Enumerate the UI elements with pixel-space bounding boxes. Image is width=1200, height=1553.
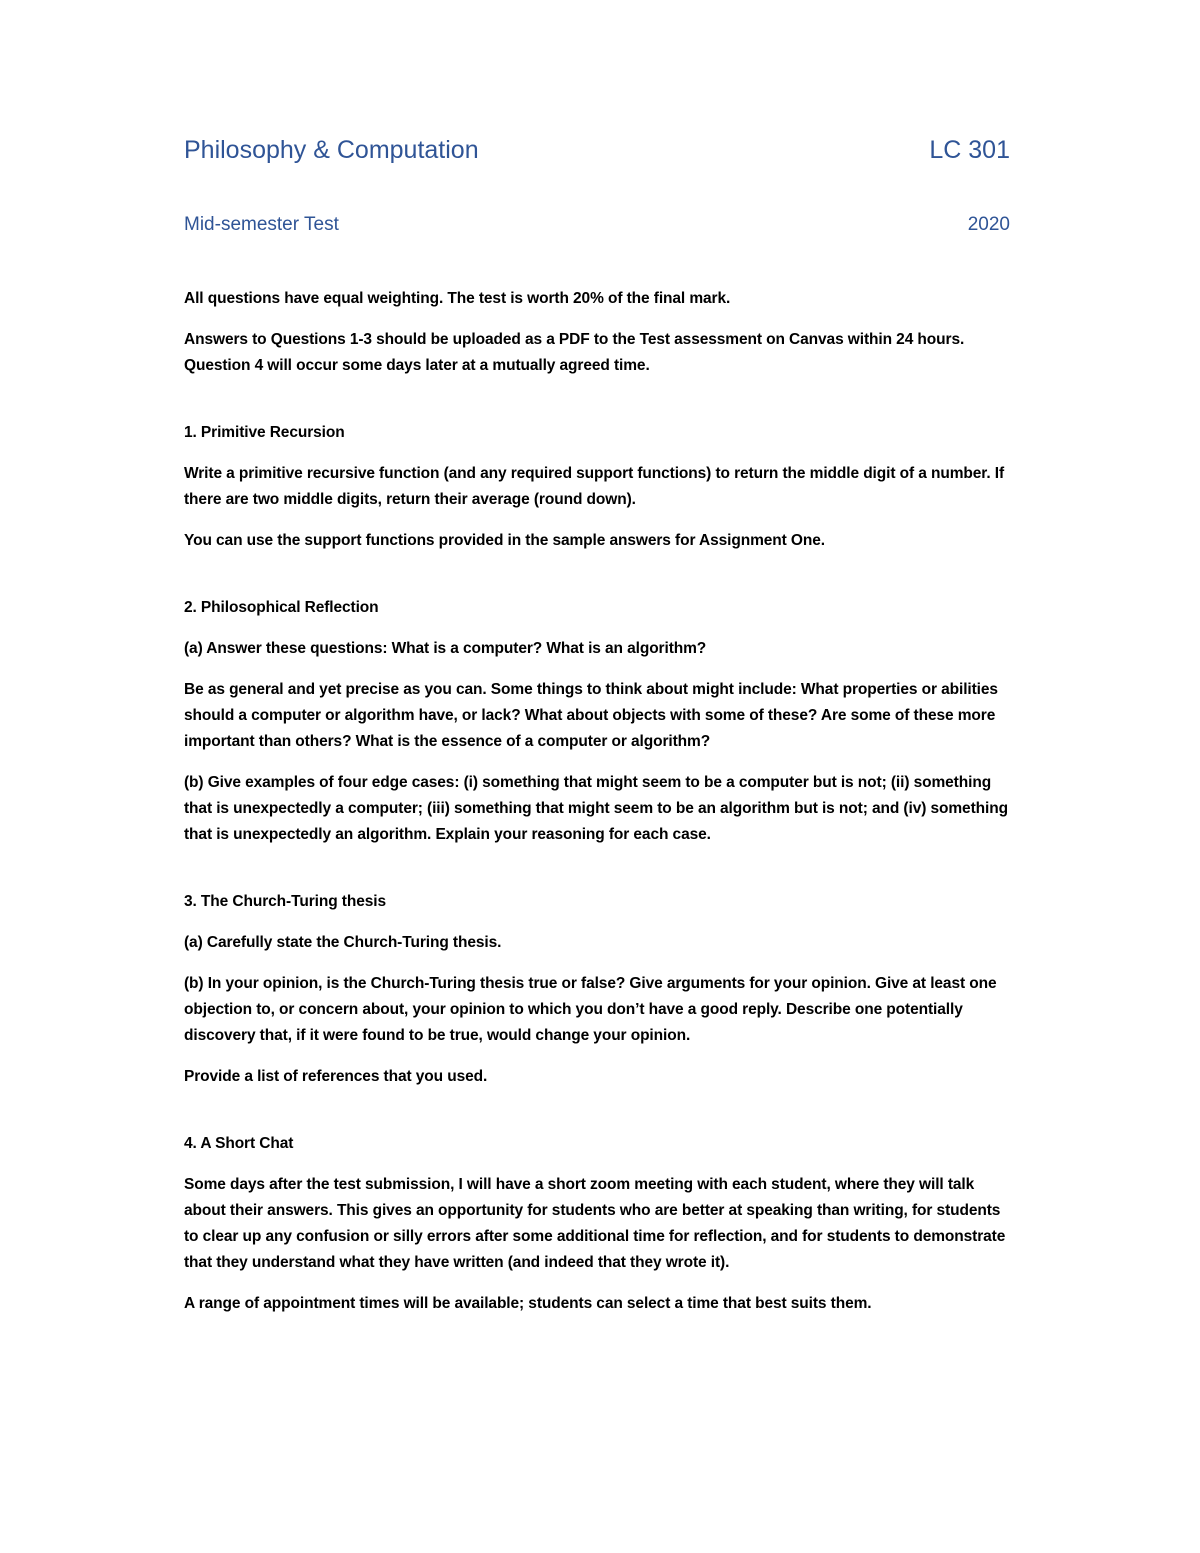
document-body bbox=[184, 286, 1010, 1317]
question-paragraph: (b) In your opinion, is the Church-Turing thesis true or false? Give arguments for your opinion. Give at least one objection to, or concern about, your opinion to which you don’t have a good reply. Describe one potentially discovery that, if it were found to be true, would change your opinion. bbox=[184, 975, 997, 1044]
document-page bbox=[184, 136, 1010, 1332]
question-paragraph: A range of appointment times will be available; students can select a time that best suits them. bbox=[184, 1295, 872, 1312]
question-paragraph: Be as general and yet precise as you can. Some things to think about might include: What properties or abilities should a computer or algorithm have, or lack? What about objects with some of these? Are some of these more important than others? What is the essence of a computer or algorithm? bbox=[184, 681, 998, 750]
question-section bbox=[184, 1131, 1010, 1317]
question-paragraph: (a) Answer these questions: What is a computer? What is an algorithm? bbox=[184, 640, 707, 657]
question-section bbox=[184, 595, 1010, 848]
course-code: LC 301 bbox=[929, 136, 1010, 164]
intro-paragraph: Answers to Questions 1-3 should be uploaded as a PDF to the Test assessment on Canvas within 24 hours. Question 4 will occur some days later at a mutually agreed time. bbox=[184, 331, 965, 374]
question-paragraph: You can use the support functions provided in the sample answers for Assignment One. bbox=[184, 532, 825, 549]
question-section bbox=[184, 889, 1010, 1090]
question-section bbox=[184, 420, 1010, 554]
subtitle-row bbox=[184, 214, 1010, 242]
question-paragraph: (a) Carefully state the Church-Turing thesis. bbox=[184, 934, 502, 951]
question-paragraph: Provide a list of references that you used. bbox=[184, 1068, 488, 1085]
question-heading: 2. Philosophical Reflection bbox=[184, 599, 379, 616]
test-year: 2020 bbox=[967, 214, 1010, 235]
question-heading: 3. The Church-Turing thesis bbox=[184, 893, 386, 910]
course-title: Philosophy & Computation bbox=[184, 136, 479, 164]
title-row bbox=[184, 136, 1010, 170]
question-heading: 4. A Short Chat bbox=[184, 1135, 294, 1152]
intro-paragraph: All questions have equal weighting. The test is worth 20% of the final mark. bbox=[184, 290, 731, 307]
question-paragraph: Some days after the test submission, I will have a short zoom meeting with each student, where they will talk about their answers. This gives an opportunity for students who are better at speaking than writing, for students to clear up any confusion or silly errors after some additional time for reflection, and for students to demonstrate that they understand what they have written (and indeed that they wrote it). bbox=[184, 1176, 1006, 1271]
question-paragraph: (b) Give examples of four edge cases: (i) something that might seem to be a computer but is not; (ii) something that is unexpectedly a computer; (iii) something that might seem to be an algorithm but is not; and (iv) something that is unexpectedly an algorithm. Explain your reasoning for each case. bbox=[184, 774, 1008, 843]
question-paragraph: Write a primitive recursive function (and any required support functions) to return the middle digit of a number. If there are two middle digits, return their average (round down). bbox=[184, 465, 1005, 508]
test-name: Mid-semester Test bbox=[184, 214, 339, 235]
question-heading: 1. Primitive Recursion bbox=[184, 424, 345, 441]
